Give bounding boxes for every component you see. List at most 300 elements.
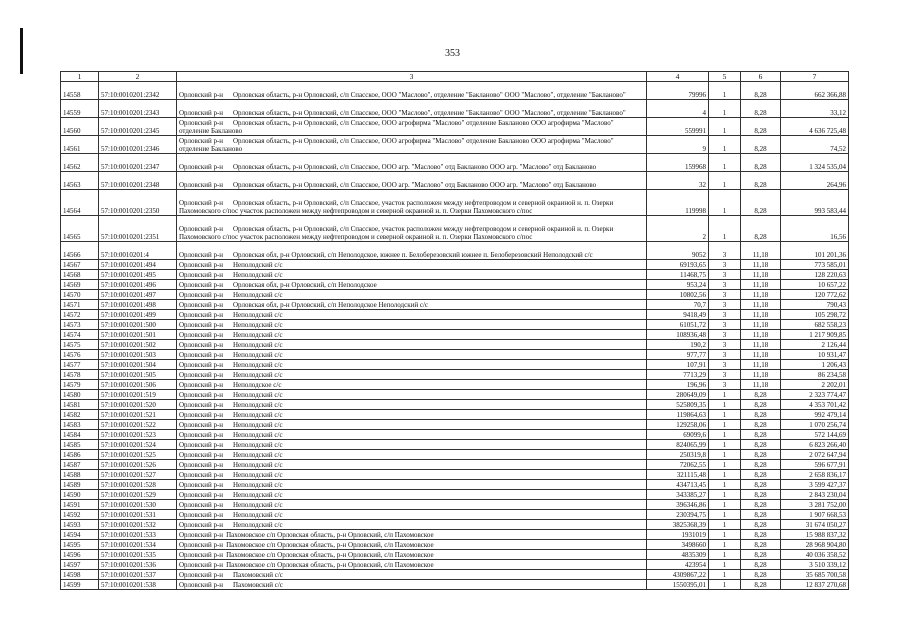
rate-cell: 8,28 xyxy=(741,390,781,400)
row-number-cell: 14566 xyxy=(61,242,99,260)
rate-cell: 11,18 xyxy=(741,370,781,380)
rate-cell: 11,18 xyxy=(741,242,781,260)
cadastral-number-cell: 57:10:0010201:524 xyxy=(99,440,177,450)
category-cell: 3 xyxy=(709,270,741,280)
location-text: Пахомовское с/п Орловская область, р-н Орловский, с/п Пахомовское xyxy=(226,561,434,569)
rate-cell: 8,28 xyxy=(741,420,781,430)
district-label: Орловский р-н xyxy=(179,181,224,189)
value-cell: 86 234,58 xyxy=(781,370,849,380)
area-cell: 559991 xyxy=(647,118,709,136)
category-cell: 1 xyxy=(709,540,741,550)
category-cell: 1 xyxy=(709,410,741,420)
category-cell: 3 xyxy=(709,300,741,310)
table-row xyxy=(61,400,849,410)
value-cell: 2 843 230,04 xyxy=(781,490,849,500)
value-cell: 2 126,44 xyxy=(781,340,849,350)
area-cell: 1550395,01 xyxy=(647,580,709,590)
cadastral-number-cell: 57:10:0010201:497 xyxy=(99,290,177,300)
row-number-cell: 14582 xyxy=(61,410,99,420)
area-cell: 953,24 xyxy=(647,280,709,290)
category-cell: 1 xyxy=(709,216,741,242)
location-cell xyxy=(177,370,647,380)
table-row xyxy=(61,580,849,590)
table-row xyxy=(61,470,849,480)
location-cell xyxy=(177,540,647,550)
row-number-cell: 14584 xyxy=(61,430,99,440)
category-cell: 3 xyxy=(709,340,741,350)
area-cell: 434713,45 xyxy=(647,480,709,490)
table-row xyxy=(61,340,849,350)
category-cell: 1 xyxy=(709,530,741,540)
area-cell: 10802,56 xyxy=(647,290,709,300)
district-label: Орловский р-н xyxy=(179,581,224,589)
district-label: Орловский р-н xyxy=(179,311,224,319)
rate-cell: 8,28 xyxy=(741,560,781,570)
table-row xyxy=(61,300,849,310)
value-cell: 28 968 904,80 xyxy=(781,540,849,550)
rate-cell: 8,28 xyxy=(741,100,781,118)
table-row xyxy=(61,320,849,330)
category-cell: 1 xyxy=(709,154,741,172)
category-cell: 1 xyxy=(709,82,741,100)
location-text: Неполодский с/с xyxy=(233,501,283,509)
area-cell: 159968 xyxy=(647,154,709,172)
district-label: Орловский р-н xyxy=(179,109,224,117)
row-number-cell: 14588 xyxy=(61,470,99,480)
value-cell: 101 201,36 xyxy=(781,242,849,260)
row-number-cell: 14577 xyxy=(61,360,99,370)
table-row xyxy=(61,450,849,460)
category-cell: 1 xyxy=(709,190,741,216)
row-number-cell: 14593 xyxy=(61,520,99,530)
area-cell: 11468,75 xyxy=(647,270,709,280)
category-cell: 1 xyxy=(709,440,741,450)
cadastral-number-cell: 57:10:0010201:2350 xyxy=(99,190,177,216)
table-row xyxy=(61,420,849,430)
district-label: Орловский р-н xyxy=(179,331,224,339)
table-row xyxy=(61,530,849,540)
location-cell xyxy=(177,430,647,440)
cadastral-number-cell: 57:10:0010201:504 xyxy=(99,360,177,370)
rate-cell: 8,28 xyxy=(741,440,781,450)
area-cell: 3825368,39 xyxy=(647,520,709,530)
district-label: Орловский р-н xyxy=(179,371,224,379)
table-row xyxy=(61,410,849,420)
area-cell: 79996 xyxy=(647,82,709,100)
area-cell: 4 xyxy=(647,100,709,118)
table-row xyxy=(61,430,849,440)
area-cell: 61051,72 xyxy=(647,320,709,330)
district-label: Орловский р-н xyxy=(179,501,224,509)
location-text: Неполодский с/с xyxy=(233,411,283,419)
location-cell xyxy=(177,118,647,136)
table-row xyxy=(61,280,849,290)
category-cell: 1 xyxy=(709,100,741,118)
cadastral-number-cell: 57:10:0010201:2347 xyxy=(99,154,177,172)
category-cell: 1 xyxy=(709,570,741,580)
row-number-cell: 14589 xyxy=(61,480,99,490)
land-register-table xyxy=(60,71,849,590)
row-number-cell: 14585 xyxy=(61,440,99,450)
rate-cell: 11,18 xyxy=(741,280,781,290)
row-number-cell: 14596 xyxy=(61,550,99,560)
area-cell: 343385,27 xyxy=(647,490,709,500)
area-cell: 190,2 xyxy=(647,340,709,350)
district-label: Орловский р-н xyxy=(179,381,224,389)
area-cell: 3498660 xyxy=(647,540,709,550)
rate-cell: 11,18 xyxy=(741,300,781,310)
location-text: Неполодский с/с xyxy=(233,401,283,409)
cadastral-number-cell: 57:10:0010201:498 xyxy=(99,300,177,310)
district-label: Орловский р-н xyxy=(179,137,224,145)
value-cell: 992 479,14 xyxy=(781,410,849,420)
value-cell: 2 658 836,17 xyxy=(781,470,849,480)
location-text: Неполодский с/с xyxy=(233,291,283,299)
location-text: Орловская обл, р-н Орловский, с/п Неполодское xyxy=(233,281,377,289)
location-cell xyxy=(177,82,647,100)
row-number-cell: 14581 xyxy=(61,400,99,410)
rate-cell: 8,28 xyxy=(741,190,781,216)
value-cell: 33,12 xyxy=(781,100,849,118)
rate-cell: 8,28 xyxy=(741,520,781,530)
cadastral-number-cell: 57:10:0010201:2343 xyxy=(99,100,177,118)
district-label: Орловский р-н xyxy=(179,481,224,489)
area-cell: 9418,49 xyxy=(647,310,709,320)
location-cell xyxy=(177,270,647,280)
table-row xyxy=(61,290,849,300)
area-cell: 119864,63 xyxy=(647,410,709,420)
column-header: 3 xyxy=(177,72,647,82)
category-cell: 1 xyxy=(709,580,741,590)
location-text: Неполодский с/с xyxy=(233,261,283,269)
column-header: 2 xyxy=(99,72,177,82)
location-cell xyxy=(177,380,647,390)
row-number-cell: 14571 xyxy=(61,300,99,310)
value-cell: 4 636 725,48 xyxy=(781,118,849,136)
row-number-cell: 14572 xyxy=(61,310,99,320)
cadastral-number-cell: 57:10:0010201:526 xyxy=(99,460,177,470)
location-cell xyxy=(177,242,647,260)
value-cell: 35 685 700,58 xyxy=(781,570,849,580)
rate-cell: 11,18 xyxy=(741,360,781,370)
row-number-cell: 14594 xyxy=(61,530,99,540)
category-cell: 1 xyxy=(709,420,741,430)
area-cell: 280649,09 xyxy=(647,390,709,400)
table-row xyxy=(61,82,849,100)
rate-cell: 8,28 xyxy=(741,172,781,190)
value-cell: 31 674 050,27 xyxy=(781,520,849,530)
location-text: Орловская область, р-н Орловский, с/п Спасское, ООО агрофирма "Маслово" отделение Бакланово ООО агрофирма "Маслово" отделение Бакланово xyxy=(179,119,614,135)
district-label: Орловский р-н xyxy=(179,551,224,559)
rate-cell: 8,28 xyxy=(741,570,781,580)
district-label: Орловский р-н xyxy=(179,491,224,499)
district-label: Орловский р-н xyxy=(179,401,224,409)
area-cell: 2 xyxy=(647,216,709,242)
district-label: Орловский р-н xyxy=(179,91,224,99)
column-header: 7 xyxy=(781,72,849,82)
area-cell: 423954 xyxy=(647,560,709,570)
district-label: Орловский р-н xyxy=(179,571,224,579)
value-cell: 662 366,88 xyxy=(781,82,849,100)
location-text: Неполодский с/с xyxy=(233,451,283,459)
table-row xyxy=(61,490,849,500)
row-number-cell: 14558 xyxy=(61,82,99,100)
table-row xyxy=(61,560,849,570)
value-cell: 12 837 270,68 xyxy=(781,580,849,590)
location-text: Неполодское с/с xyxy=(233,381,282,389)
table-row xyxy=(61,480,849,490)
category-cell: 1 xyxy=(709,390,741,400)
cadastral-number-cell: 57:10:0010201:2348 xyxy=(99,172,177,190)
cadastral-number-cell: 57:10:0010201:528 xyxy=(99,480,177,490)
location-cell xyxy=(177,500,647,510)
category-cell: 1 xyxy=(709,490,741,500)
page-number: 353 xyxy=(445,48,460,59)
table-row xyxy=(61,570,849,580)
location-text: Неполодский с/с xyxy=(233,391,283,399)
column-number-row xyxy=(61,72,849,82)
value-cell: 2 202,01 xyxy=(781,380,849,390)
cadastral-number-cell: 57:10:0010201:494 xyxy=(99,260,177,270)
value-cell: 74,52 xyxy=(781,136,849,154)
cadastral-number-cell: 57:10:0010201:505 xyxy=(99,370,177,380)
location-cell xyxy=(177,154,647,172)
value-cell: 682 558,23 xyxy=(781,320,849,330)
location-text: Орловская область, р-н Орловский, с/п Спасское, ООО агр. "Маслово" отд Бакланово ООО агр. "Маслово" отд Бакланово xyxy=(233,163,597,171)
district-label: Орловский р-н xyxy=(179,291,224,299)
rate-cell: 11,18 xyxy=(741,380,781,390)
location-text: Неполодский с/с xyxy=(233,471,283,479)
table-row xyxy=(61,242,849,260)
cadastral-number-cell: 57:10:0010201:2351 xyxy=(99,216,177,242)
value-cell: 120 772,62 xyxy=(781,290,849,300)
location-text: Неполодский с/с xyxy=(233,491,283,499)
rate-cell: 8,28 xyxy=(741,470,781,480)
cadastral-number-cell: 57:10:0010201:500 xyxy=(99,320,177,330)
location-cell xyxy=(177,310,647,320)
area-cell: 9052 xyxy=(647,242,709,260)
area-cell: 69099,6 xyxy=(647,430,709,440)
value-cell: 6 823 266,40 xyxy=(781,440,849,450)
row-number-cell: 14578 xyxy=(61,370,99,380)
category-cell: 3 xyxy=(709,380,741,390)
value-cell: 993 583,44 xyxy=(781,190,849,216)
location-cell xyxy=(177,400,647,410)
rate-cell: 8,28 xyxy=(741,82,781,100)
location-text: Неполодский с/с xyxy=(233,361,283,369)
location-cell xyxy=(177,420,647,430)
district-label: Орловский р-н xyxy=(179,541,224,549)
location-cell xyxy=(177,470,647,480)
rate-cell: 8,28 xyxy=(741,410,781,420)
table-row xyxy=(61,330,849,340)
rate-cell: 8,28 xyxy=(741,136,781,154)
area-cell: 69193,65 xyxy=(647,260,709,270)
row-number-cell: 14560 xyxy=(61,118,99,136)
location-cell xyxy=(177,410,647,420)
district-label: Орловский р-н xyxy=(179,225,224,233)
cadastral-number-cell: 57:10:0010201:537 xyxy=(99,570,177,580)
table-row xyxy=(61,118,849,136)
table-row xyxy=(61,540,849,550)
location-text: Неполодский с/с xyxy=(233,431,283,439)
table-row xyxy=(61,360,849,370)
rate-cell: 8,28 xyxy=(741,216,781,242)
location-cell xyxy=(177,300,647,310)
area-cell: 250319,8 xyxy=(647,450,709,460)
district-label: Орловский р-н xyxy=(179,361,224,369)
value-cell: 572 144,69 xyxy=(781,430,849,440)
district-label: Орловский р-н xyxy=(179,531,224,539)
cadastral-number-cell: 57:10:0010201:533 xyxy=(99,530,177,540)
location-text: Неполодский с/с xyxy=(233,441,283,449)
location-cell xyxy=(177,330,647,340)
value-cell: 4 353 701,42 xyxy=(781,400,849,410)
table-row xyxy=(61,510,849,520)
cadastral-number-cell: 57:10:0010201:523 xyxy=(99,430,177,440)
row-number-cell: 14569 xyxy=(61,280,99,290)
district-label: Орловский р-н xyxy=(179,341,224,349)
area-cell: 1931019 xyxy=(647,530,709,540)
location-cell xyxy=(177,450,647,460)
cadastral-number-cell: 57:10:0010201:2345 xyxy=(99,118,177,136)
cadastral-number-cell: 57:10:0010201:535 xyxy=(99,550,177,560)
category-cell: 3 xyxy=(709,350,741,360)
cadastral-number-cell: 57:10:0010201:520 xyxy=(99,400,177,410)
district-label: Орловский р-н xyxy=(179,421,224,429)
value-cell: 1 324 535,04 xyxy=(781,154,849,172)
value-cell: 1 070 256,74 xyxy=(781,420,849,430)
row-number-cell: 14567 xyxy=(61,260,99,270)
row-number-cell: 14564 xyxy=(61,190,99,216)
rate-cell: 8,28 xyxy=(741,154,781,172)
district-label: Орловский р-н xyxy=(179,251,224,259)
area-cell: 9 xyxy=(647,136,709,154)
location-cell xyxy=(177,580,647,590)
column-header: 1 xyxy=(61,72,99,82)
rate-cell: 8,28 xyxy=(741,500,781,510)
cadastral-number-cell: 57:10:0010201:527 xyxy=(99,470,177,480)
cadastral-number-cell: 57:10:0010201:495 xyxy=(99,270,177,280)
value-cell: 40 036 358,52 xyxy=(781,550,849,560)
table-row xyxy=(61,216,849,242)
value-cell: 128 220,63 xyxy=(781,270,849,280)
table-row xyxy=(61,260,849,270)
rate-cell: 11,18 xyxy=(741,270,781,280)
rate-cell: 8,28 xyxy=(741,550,781,560)
cadastral-number-cell: 57:10:0010201:522 xyxy=(99,420,177,430)
location-text: Орловская область, р-н Орловский, с/п Спасское, ООО "Маслово", отделение "Бакланово" ООО "Маслово", отделение "Бакланово" xyxy=(233,109,626,117)
cadastral-number-cell: 57:10:0010201:2346 xyxy=(99,136,177,154)
table-row xyxy=(61,550,849,560)
value-cell: 10 931,47 xyxy=(781,350,849,360)
category-cell: 1 xyxy=(709,400,741,410)
cadastral-number-cell: 57:10:0010201:530 xyxy=(99,500,177,510)
location-text: Неполодский с/с xyxy=(233,421,283,429)
row-number-cell: 14587 xyxy=(61,460,99,470)
location-cell xyxy=(177,480,647,490)
table-row xyxy=(61,190,849,216)
location-cell xyxy=(177,136,647,154)
value-cell: 1 206,43 xyxy=(781,360,849,370)
location-text: Неполодский с/с xyxy=(233,331,283,339)
column-header: 5 xyxy=(709,72,741,82)
row-number-cell: 14592 xyxy=(61,510,99,520)
row-number-cell: 14595 xyxy=(61,540,99,550)
table-row xyxy=(61,136,849,154)
category-cell: 3 xyxy=(709,260,741,270)
value-cell: 773 585,01 xyxy=(781,260,849,270)
district-label: Орловский р-н xyxy=(179,561,224,569)
location-cell xyxy=(177,490,647,500)
location-cell xyxy=(177,340,647,350)
location-text: Неполодский с/с xyxy=(233,321,283,329)
district-label: Орловский р-н xyxy=(179,471,224,479)
category-cell: 3 xyxy=(709,370,741,380)
district-label: Орловский р-н xyxy=(179,321,224,329)
table-row xyxy=(61,310,849,320)
value-cell: 2 323 774,47 xyxy=(781,390,849,400)
cadastral-number-cell: 57:10:0010201:501 xyxy=(99,330,177,340)
table-row xyxy=(61,380,849,390)
category-cell: 1 xyxy=(709,430,741,440)
district-label: Орловский р-н xyxy=(179,391,224,399)
category-cell: 1 xyxy=(709,136,741,154)
location-cell xyxy=(177,570,647,580)
location-text: Пахомовское с/п Орловская область, р-н Орловский, с/п Пахомовское xyxy=(226,551,434,559)
area-cell: 824065,99 xyxy=(647,440,709,450)
row-number-cell: 14598 xyxy=(61,570,99,580)
value-cell: 10 657,22 xyxy=(781,280,849,290)
category-cell: 1 xyxy=(709,550,741,560)
location-text: Орловская область, р-н Орловский, с/п Спасское, участок расположен между нефтепроводом и северной окраиной н. п. Озерки Пахомовского с/пос участок расположен между нефтепроводом и северной окраиной н. п. Озерки Пахомовского с/пос xyxy=(179,199,614,215)
location-cell xyxy=(177,350,647,360)
table-row xyxy=(61,370,849,380)
district-label: Орловский р-н xyxy=(179,461,224,469)
row-number-cell: 14575 xyxy=(61,340,99,350)
category-cell: 1 xyxy=(709,172,741,190)
area-cell: 70,7 xyxy=(647,300,709,310)
district-label: Орловский р-н xyxy=(179,301,224,309)
rate-cell: 8,28 xyxy=(741,118,781,136)
rate-cell: 8,28 xyxy=(741,540,781,550)
value-cell: 3 281 752,00 xyxy=(781,500,849,510)
category-cell: 1 xyxy=(709,500,741,510)
table-row xyxy=(61,500,849,510)
category-cell: 3 xyxy=(709,320,741,330)
location-cell xyxy=(177,530,647,540)
cadastral-number-cell: 57:10:0010201:499 xyxy=(99,310,177,320)
area-cell: 977,77 xyxy=(647,350,709,360)
area-cell: 107,91 xyxy=(647,360,709,370)
row-number-cell: 14576 xyxy=(61,350,99,360)
district-label: Орловский р-н xyxy=(179,281,224,289)
cadastral-number-cell: 57:10:0010201:531 xyxy=(99,510,177,520)
row-number-cell: 14599 xyxy=(61,580,99,590)
location-text: Орловская область, р-н Орловский, с/п Спасское, ООО агрофирма "Маслово" отделение Бакланово ООО агрофирма "Маслово" отделение Бакланово xyxy=(179,137,614,153)
rate-cell: 8,28 xyxy=(741,450,781,460)
district-label: Орловский р-н xyxy=(179,411,224,419)
rate-cell: 11,18 xyxy=(741,320,781,330)
category-cell: 1 xyxy=(709,460,741,470)
area-cell: 32 xyxy=(647,172,709,190)
row-number-cell: 14573 xyxy=(61,320,99,330)
district-label: Орловский р-н xyxy=(179,119,224,127)
rate-cell: 11,18 xyxy=(741,260,781,270)
location-cell xyxy=(177,390,647,400)
area-cell: 119998 xyxy=(647,190,709,216)
category-cell: 3 xyxy=(709,280,741,290)
